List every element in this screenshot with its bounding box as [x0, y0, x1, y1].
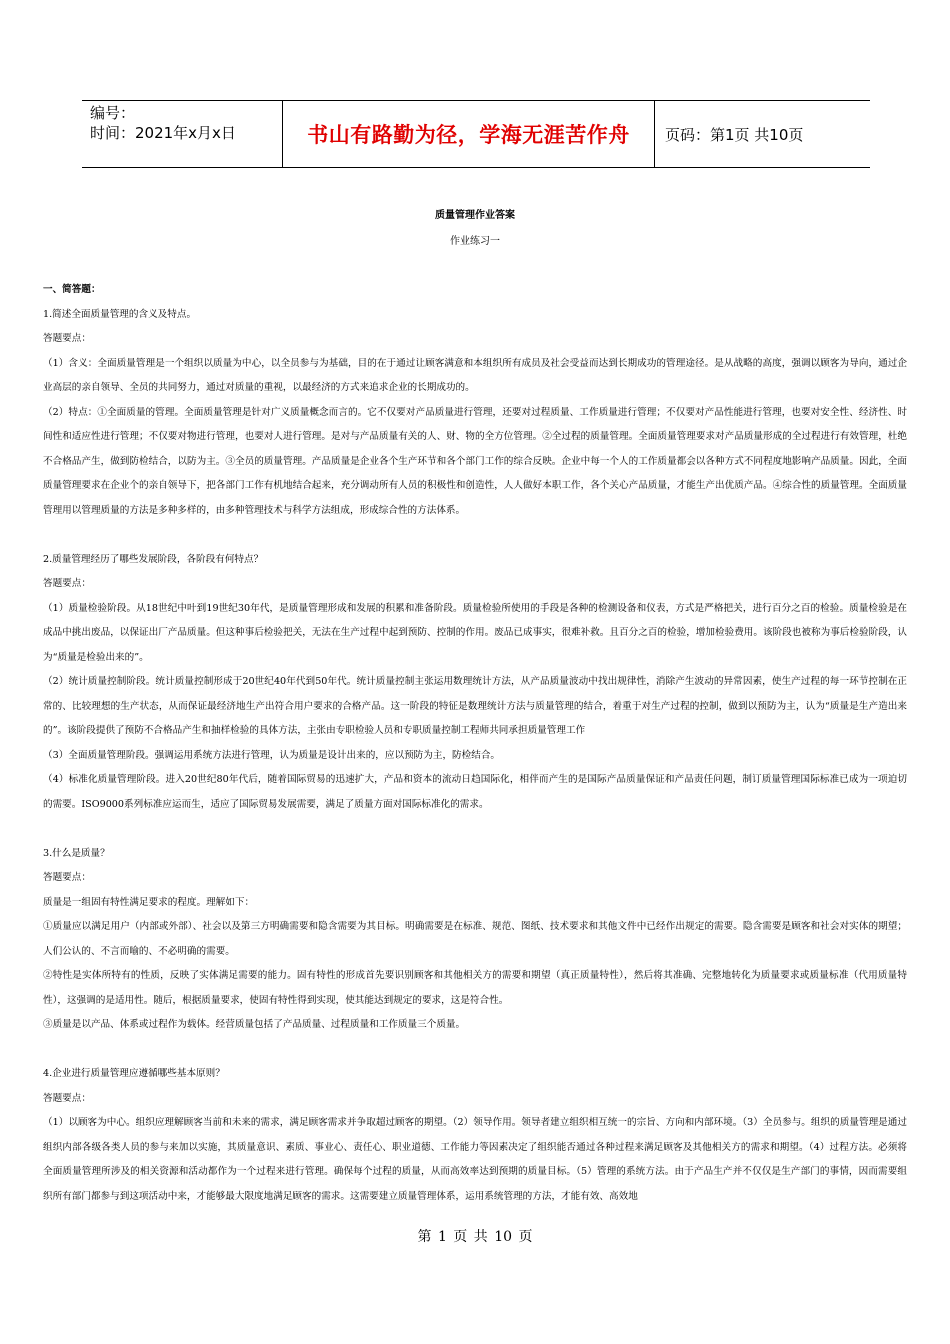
- answer-2-paragraph-2: （2）统计质量控制阶段。统计质量控制形成于20世纪40年代到50年代。统计质量控制主张运用数理统计方法，从产品质量波动中找出规律性，消除产生波动的异常因素，使生产过程的每一环节控制在正常的、比较理想的生产状态，从而保证最经济地生产出符合用户要求的合格产品。这一阶段的特征是数理统计方法与质量管理的结合，着重于对生产过程的控制，做到以预防为主，认为“质量是生产造出来的”。该阶段提供了预防不合格品产生和抽样检验的具体方法，主张由专职检验人员和专职质量控制工程师共同承担质量管理工作: [43, 676, 907, 736]
- answer-label-1: 答题要点：: [43, 333, 91, 344]
- document-title: 质量管理作业答案: [435, 210, 515, 221]
- header-page-label: 页码：第1页 共10页: [665, 125, 804, 144]
- answer-3-paragraph-4: ③质量是以产品、体系或过程作为载体。经营质量包括了产品质量、过程质量和工作质量三个质量。: [43, 1019, 466, 1030]
- spacer: [43, 817, 907, 842]
- question-1: 1.简述全面质量管理的含义及特点。: [43, 308, 197, 320]
- answer-2-paragraph-4: （4）标准化质量管理阶段。进入20世纪80年代后，随着国际贸易的迅速扩大，产品和资本的流动日趋国际化，相伴而产生的是国际产品质量保证和产品责任问题，制订质量管理国际标准已成为一项迫切的需要。ISO9000系列标准应运而生，适应了国际贸易发展需要，满足了质量方面对国际标准化的需求。: [43, 774, 907, 810]
- header-info-cell: [82, 101, 282, 167]
- section-heading: 一、简答题：: [43, 284, 101, 295]
- answer-label-3: 答题要点：: [43, 872, 91, 883]
- spacer: [43, 523, 907, 548]
- answer-label-2: 答题要点：: [43, 578, 91, 589]
- question-4: 4.企业进行质量管理应遵循哪些基本原则？: [43, 1068, 225, 1079]
- spacer: [43, 1038, 907, 1063]
- header-motto: 书山有路勤为径，学海无涯苦作舟: [282, 101, 655, 167]
- document-subtitle: 作业练习一: [450, 236, 500, 247]
- answer-2-paragraph-1: （1）质量检验阶段。从18世纪中叶到19世纪30年代，是质量管理形成和发展的积累和准备阶段。质量检验所使用的手段是各种的检测设备和仪表，方式是严格把关，进行百分之百的检验。质量检验是在成品中挑出废品，以保证出厂产品质量。但这种事后检验把关，无法在生产过程中起到预防、控制的作用。废品已成事实，很难补救。且百分之百的检验，增加检验费用。该阶段也被称为事后检验阶段，认为“质量是检验出来的”。: [43, 602, 907, 663]
- answer-1-paragraph-1: （1）含义：全面质量管理是一个组织以质量为中心，以全员参与为基础，目的在于通过让顾客满意和本组织所有成员及社会受益而达到长期成功的管理途径。是从战略的高度，强调以顾客为导向，通过企业高层的亲自领导、全员的共同努力，通过对质量的重视，以最经济的方式来追求企业的长期成功的。: [43, 357, 907, 393]
- header-table: [82, 100, 870, 168]
- question-3: 3.什么是质量？: [43, 847, 110, 859]
- doc-time-label: 时间：2021年x月x日: [90, 124, 236, 142]
- answer-1-paragraph-2: （2）特点：①全面质量的管理。全面质量管理是针对广义质量概念而言的。它不仅要对产品质量进行管理，还要对过程质量、工作质量进行管理；不仅要对产品性能进行管理，也要对安全性、经济性、时间性和适应性进行管理；不仅要对物进行管理，也要对人进行管理。是对与产品质量有关的人、财、物的全方位管理。②全过程的质量管理。全面质量管理要求对产品质量形成的全过程进行有效管理，杜绝不合格品产生，做到防检结合，以防为主。③全员的质量管理。产品质量是企业各个生产环节和各个部门工作的综合反映。企业中每一个人的工作质量都会以各种方式不同程度地影响产品质量。因此，全面质量管理要求在企业个的亲自领导下，把各部门工作有机地结合起来，充分调动所有人员的积极性和创造性，人人做好本职工作，各个关心产品质量，才能生产出优质产品。④综合性的质量管理。全面质量管理用以管理质量的方法是多种多样的，由多种管理技术与科学方法组成，形成综合性的方法体系。: [43, 406, 907, 516]
- question-2: 2.质量管理经历了哪些发展阶段，各阶段有何特点？: [43, 553, 264, 565]
- answer-4-paragraph-1: （1）以顾客为中心。组织应理解顾客当前和未来的需求，满足顾客需求并争取超过顾客的期望。（2）领导作用。领导者建立组织相互统一的宗旨、方向和内部环境。（3）全员参与。组织的质量管理是通过组织内部各级各类人员的参与来加以实施，其质量意识、素质、事业心、责任心、职业道德、工作能力等因素决定了组织能否通过各种过程来满足顾客及其他相关方的需求和期望。（4）过程方法。必须将全面质量管理所涉及的相关资源和活动都作为一个过程来进行管理。确保每个过程的质量，从而高效率达到预期的质量目标。（5）管理的系统方法。由于产品生产并不仅仅是生产部门的事情，因而需要组织所有部门都参与到这项活动中来，才能够最大限度地满足顾客的需求。这需要建立质量管理体系，运用系统管理的方法，才能有效、高效地: [43, 1117, 907, 1202]
- document-body: [43, 278, 907, 1209]
- page-footer: 第 1 页 共 10 页: [417, 1229, 533, 1245]
- answer-label-4: 答题要点：: [43, 1092, 91, 1104]
- answer-3-paragraph-1: 质量是一组固有特性满足要求的程度。理解如下：: [43, 896, 255, 908]
- answer-2-paragraph-3: （3）全面质量管理阶段。强调运用系统方法进行管理，认为质量是设计出来的，应以预防为主，防检结合。: [43, 749, 501, 761]
- answer-3-paragraph-3: ②特性是实体所特有的性质，反映了实体满足需要的能力。固有特性的形成首先要识别顾客和其他相关方的需要和期望（真正质量特性），然后将其准确、完整地转化为质量要求或质量标准（代用质量特性），这强调的是适用性。随后，根据质量要求，使固有特性得到实现，使其能达到规定的要求，这是符合性。: [43, 970, 907, 1006]
- doc-number-label: 编号：: [90, 104, 136, 122]
- answer-3-paragraph-2: ①质量应以满足用户（内部或外部）、社会以及第三方明确需要和隐含需要为其目标。明确需要是在标准、规范、图纸、技术要求和其他文件中已经作出规定的需要。隐含需要是顾客和社会对实体的期望；人们公认的、不言而喻的、不必明确的需要。: [43, 921, 907, 957]
